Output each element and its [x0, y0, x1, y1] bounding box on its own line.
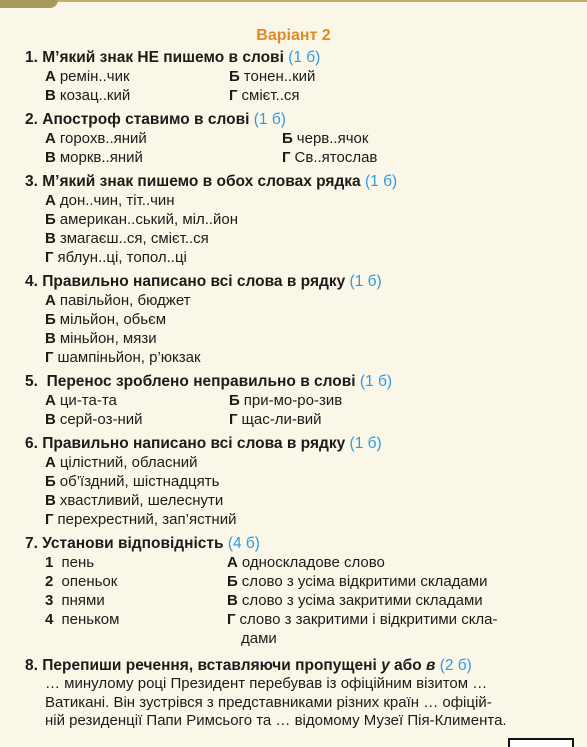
- question-text: Установи відповідність: [42, 535, 224, 552]
- question-2: [25, 110, 587, 167]
- question-2-title: [25, 110, 587, 129]
- option-b: Б тонен..кий: [229, 68, 316, 85]
- match-row: 1 пень А односкладове слово: [45, 554, 385, 571]
- option-a: А павільйон, бюджет: [45, 292, 191, 309]
- option-a: А цілістний, обласний: [45, 454, 198, 471]
- option-c: В серй-оз-ний: [45, 411, 143, 428]
- match-row: 3 пнями В слово з усіма закритими складами: [45, 592, 483, 609]
- question-number: 1.: [25, 49, 38, 66]
- option-a: А ремін..чик: [45, 68, 130, 85]
- match-row: 2 опеньок Б слово з усіма відкритими складами: [45, 573, 488, 590]
- question-text: Правильно написано всі слова в рядку: [42, 435, 346, 452]
- option-a: А горохв..яний: [45, 130, 147, 147]
- question-4: [25, 272, 587, 367]
- option-d: Г шампіньйон, р’юкзак: [45, 349, 201, 366]
- question-5: [25, 372, 587, 429]
- question-7-title: [25, 534, 587, 553]
- option-b: Б при-мо-ро-зив: [229, 392, 343, 409]
- options-row: [25, 391, 587, 410]
- question-text: Правильно написано всі слова в рядку: [42, 273, 346, 290]
- option-a: А ци-та-та: [45, 392, 117, 409]
- option-c: В моркв..яний: [45, 149, 143, 166]
- question-3: [25, 172, 587, 267]
- options-row: [25, 148, 587, 167]
- points: (2 б): [439, 657, 472, 674]
- option-a: А дон..чин, тіт..чин: [45, 192, 175, 209]
- points: (1 б): [349, 273, 382, 290]
- options-row: [25, 410, 587, 429]
- top-rule: [0, 0, 587, 2]
- option-d: Г перехрестний, зап’ястний: [45, 511, 237, 528]
- question-number: 2.: [25, 111, 38, 128]
- options-row: [25, 129, 587, 148]
- question-8: [25, 656, 587, 731]
- question-text: М’який знак пишемо в обох словах рядка: [42, 173, 361, 190]
- corner-tab: [0, 0, 58, 8]
- question-number: 8.: [25, 657, 38, 674]
- option-b: Б черв..ячок: [282, 130, 369, 147]
- option-b: Б американ..ський, міл..йон: [45, 211, 239, 228]
- passage-line: ній резиденції Папи Римсього та … відомому Музеї Пія-Климента.: [45, 712, 507, 729]
- question-3-title: [25, 172, 587, 191]
- option-c: В козац..кий: [45, 87, 131, 104]
- options-row: [25, 67, 587, 86]
- option-c: В міньйон, мязи: [45, 330, 157, 347]
- question-5-title: [25, 372, 587, 391]
- option-c: В хвастливий, шелеснути: [45, 492, 224, 509]
- match-row-continued: дами: [241, 630, 277, 647]
- question-number: 4.: [25, 273, 38, 290]
- option-c: В змагаєш..ся, смієт..ся: [45, 230, 209, 247]
- option-d: Г щас-ли-вий: [229, 411, 322, 428]
- question-1: [25, 48, 587, 105]
- points: (1 б): [288, 49, 321, 66]
- question-8-title: 8. Перепиши речення, вставляючи пропущені у або в (2 б): [25, 657, 472, 674]
- question-text: М’який знак НЕ пишемо в слові: [42, 49, 284, 66]
- question-4-title: [25, 272, 587, 291]
- points: (1 б): [359, 373, 393, 390]
- option-d: Г яблун..ці, топол..ці: [45, 249, 187, 266]
- footer-box: [508, 738, 574, 747]
- passage-line: Ватикані. Він зустрівся з представниками різних країн … офіцій-: [45, 693, 492, 711]
- question-number: 5.: [25, 373, 38, 390]
- option-d: Г смієт..ся: [229, 87, 300, 104]
- match-row: 4 пеньком Г слово з закритими і відкритими скла-: [45, 611, 498, 628]
- points: (1 б): [364, 173, 398, 190]
- question-number: 7.: [25, 535, 38, 552]
- option-b: Б об’їздний, шістнадцять: [45, 473, 220, 490]
- option-d: Г Св..ятослав: [282, 149, 378, 166]
- question-text: Апостроф ставимо в слові: [42, 111, 250, 128]
- points: (1 б): [349, 435, 382, 452]
- points: (1 б): [253, 111, 286, 128]
- options-row: [25, 86, 587, 105]
- question-1-title: [25, 48, 587, 67]
- question-6-title: [25, 434, 587, 453]
- question-6: [25, 434, 587, 529]
- question-text: Перенос зроблено неправильно в слові: [46, 373, 356, 390]
- passage-line: … минулому році Президент перебував із офіційним візитом …: [45, 675, 488, 692]
- question-7: [25, 534, 587, 648]
- variant-title: Варіант 2: [256, 27, 331, 44]
- option-b: Б мільйон, обьєм: [45, 311, 167, 328]
- test-content: [0, 48, 587, 731]
- question-number: 6.: [25, 435, 38, 452]
- points: (4 б): [227, 535, 260, 552]
- question-number: 3.: [25, 173, 38, 190]
- question-text: Перепиши речення, вставляючи пропущені: [42, 657, 377, 674]
